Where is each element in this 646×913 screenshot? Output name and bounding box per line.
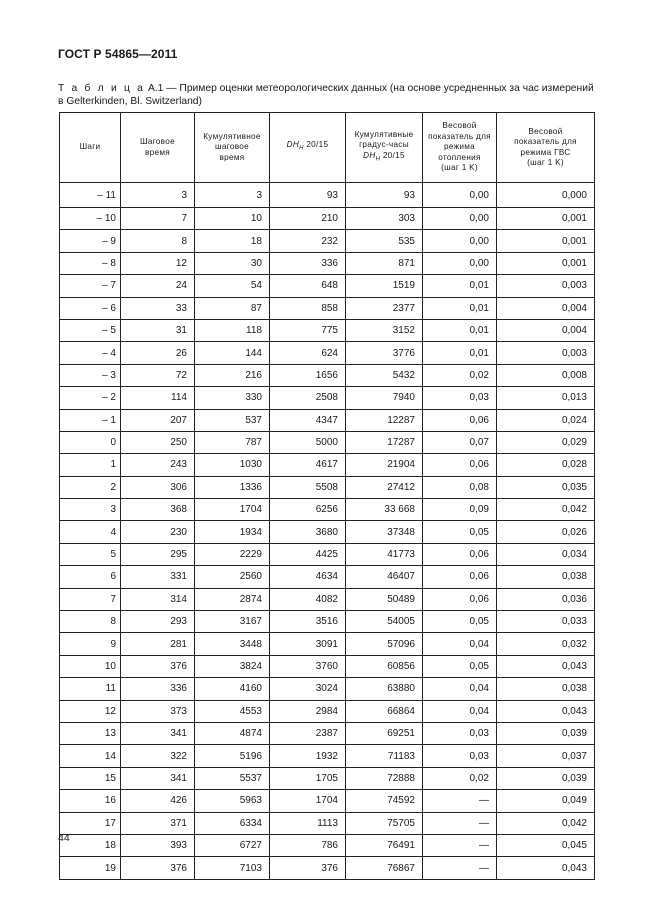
cell-cumulative-step-time: 30 xyxy=(195,252,270,274)
cell-step-time: 3 xyxy=(121,183,195,208)
cell-cumulative-degree-hours: 17287 xyxy=(346,431,423,453)
cell-cumulative-step-time: 87 xyxy=(195,297,270,319)
cell-heating-weight: 0,04 xyxy=(423,700,497,722)
cell-dh: 786 xyxy=(270,834,346,856)
cell-steps: 4 xyxy=(60,521,121,543)
cell-dh: 3516 xyxy=(270,611,346,633)
cell-cumulative-step-time: 1030 xyxy=(195,454,270,476)
cell-dh: 648 xyxy=(270,275,346,297)
table-row xyxy=(60,319,595,341)
cell-step-time: 314 xyxy=(121,588,195,610)
table-body xyxy=(60,183,595,880)
cell-heating-weight: 0,06 xyxy=(423,409,497,431)
cell-dhw-weight: 0,033 xyxy=(497,611,595,633)
cell-steps: 6 xyxy=(60,566,121,588)
cell-step-time: 341 xyxy=(121,767,195,789)
cell-dh: 4634 xyxy=(270,566,346,588)
cell-step-time: 26 xyxy=(121,342,195,364)
cell-cumulative-degree-hours: 72888 xyxy=(346,767,423,789)
cell-step-time: 114 xyxy=(121,387,195,409)
cell-dh: 4425 xyxy=(270,543,346,565)
cell-dhw-weight: 0,032 xyxy=(497,633,595,655)
cell-dh: 4082 xyxy=(270,588,346,610)
cell-steps: 11 xyxy=(60,678,121,700)
cell-heating-weight: 0,09 xyxy=(423,499,497,521)
cell-dh: 6256 xyxy=(270,499,346,521)
table-row xyxy=(60,767,595,789)
cell-dh: 4347 xyxy=(270,409,346,431)
cell-cumulative-step-time: 330 xyxy=(195,387,270,409)
cell-heating-weight: 0,07 xyxy=(423,431,497,453)
header-steps: Шаги xyxy=(60,113,121,183)
cell-dhw-weight: 0,037 xyxy=(497,745,595,767)
cell-dhw-weight: 0,028 xyxy=(497,454,595,476)
cell-dhw-weight: 0,004 xyxy=(497,297,595,319)
cell-steps: – 7 xyxy=(60,275,121,297)
cell-cumulative-step-time: 4160 xyxy=(195,678,270,700)
cell-dh: 858 xyxy=(270,297,346,319)
header-dhw-weight: Весовой показатель для режима ГВС (шаг 1 K) xyxy=(497,113,595,183)
cell-heating-weight: 0,02 xyxy=(423,767,497,789)
cell-cumulative-step-time: 1704 xyxy=(195,499,270,521)
page-number: 44 xyxy=(58,832,70,844)
cell-dhw-weight: 0,004 xyxy=(497,319,595,341)
cell-cumulative-step-time: 5196 xyxy=(195,745,270,767)
cell-dhw-weight: 0,026 xyxy=(497,521,595,543)
cell-cumulative-degree-hours: 60856 xyxy=(346,655,423,677)
table-row xyxy=(60,342,595,364)
cell-cumulative-step-time: 3167 xyxy=(195,611,270,633)
cell-steps: – 2 xyxy=(60,387,121,409)
cell-dhw-weight: 0,042 xyxy=(497,499,595,521)
cell-heating-weight: — xyxy=(423,812,497,834)
cell-heating-weight: 0,01 xyxy=(423,319,497,341)
cell-dhw-weight: 0,003 xyxy=(497,342,595,364)
cell-heating-weight: 0,06 xyxy=(423,588,497,610)
cell-cumulative-degree-hours: 871 xyxy=(346,252,423,274)
cell-cumulative-step-time: 4874 xyxy=(195,722,270,744)
cell-heating-weight: — xyxy=(423,790,497,812)
cell-step-time: 12 xyxy=(121,252,195,274)
cell-heating-weight: 0,04 xyxy=(423,633,497,655)
cell-dh: 1704 xyxy=(270,790,346,812)
table-row xyxy=(60,655,595,677)
cell-steps: – 5 xyxy=(60,319,121,341)
cell-heating-weight: — xyxy=(423,834,497,856)
cell-step-time: 336 xyxy=(121,678,195,700)
cell-cumulative-degree-hours: 76867 xyxy=(346,857,423,879)
cell-step-time: 376 xyxy=(121,857,195,879)
cell-cumulative-degree-hours: 93 xyxy=(346,183,423,208)
cell-heating-weight: 0,06 xyxy=(423,543,497,565)
cell-steps: 9 xyxy=(60,633,121,655)
cell-cumulative-step-time: 7103 xyxy=(195,857,270,879)
cell-step-time: 306 xyxy=(121,476,195,498)
table-row xyxy=(60,275,595,297)
cell-dhw-weight: 0,001 xyxy=(497,252,595,274)
table-row xyxy=(60,431,595,453)
cell-step-time: 33 xyxy=(121,297,195,319)
cell-cumulative-step-time: 18 xyxy=(195,230,270,252)
cell-dh: 1932 xyxy=(270,745,346,767)
document-header: ГОСТ Р 54865—2011 xyxy=(58,47,178,61)
cell-step-time: 281 xyxy=(121,633,195,655)
table-row xyxy=(60,454,595,476)
cell-dh: 1656 xyxy=(270,364,346,386)
cell-dh: 3760 xyxy=(270,655,346,677)
table-row xyxy=(60,521,595,543)
table-row xyxy=(60,252,595,274)
cell-steps: – 4 xyxy=(60,342,121,364)
table-header-row xyxy=(60,113,595,183)
cell-dh: 4617 xyxy=(270,454,346,476)
cell-cumulative-step-time: 2229 xyxy=(195,543,270,565)
cell-dhw-weight: 0,045 xyxy=(497,834,595,856)
cell-steps: 14 xyxy=(60,745,121,767)
table-row xyxy=(60,722,595,744)
cell-dhw-weight: 0,008 xyxy=(497,364,595,386)
cell-heating-weight: 0,01 xyxy=(423,275,497,297)
header-dh: $DH_H$ 20/15 xyxy=(270,113,346,183)
cell-dh: 5508 xyxy=(270,476,346,498)
cell-step-time: 7 xyxy=(121,208,195,230)
cell-cumulative-degree-hours: 3152 xyxy=(346,319,423,341)
cell-cumulative-degree-hours: 46407 xyxy=(346,566,423,588)
cell-cumulative-degree-hours: 303 xyxy=(346,208,423,230)
cell-steps: 3 xyxy=(60,499,121,521)
cell-cumulative-degree-hours: 74592 xyxy=(346,790,423,812)
cell-step-time: 393 xyxy=(121,834,195,856)
cell-dhw-weight: 0,042 xyxy=(497,812,595,834)
header-step-time: Шаговое время xyxy=(121,113,195,183)
cell-cumulative-degree-hours: 54005 xyxy=(346,611,423,633)
cell-heating-weight: 0,03 xyxy=(423,387,497,409)
cell-heating-weight: 0,00 xyxy=(423,208,497,230)
cell-cumulative-step-time: 787 xyxy=(195,431,270,453)
cell-cumulative-degree-hours: 3776 xyxy=(346,342,423,364)
cell-cumulative-step-time: 5537 xyxy=(195,767,270,789)
cell-step-time: 322 xyxy=(121,745,195,767)
cell-step-time: 293 xyxy=(121,611,195,633)
cell-step-time: 243 xyxy=(121,454,195,476)
cell-cumulative-step-time: 1934 xyxy=(195,521,270,543)
cell-steps: 0 xyxy=(60,431,121,453)
cell-cumulative-step-time: 118 xyxy=(195,319,270,341)
cell-steps: 2 xyxy=(60,476,121,498)
cell-steps: – 10 xyxy=(60,208,121,230)
cell-dhw-weight: 0,039 xyxy=(497,767,595,789)
cell-cumulative-degree-hours: 33 668 xyxy=(346,499,423,521)
cell-cumulative-degree-hours: 21904 xyxy=(346,454,423,476)
cell-steps: 16 xyxy=(60,790,121,812)
table-row xyxy=(60,611,595,633)
table-caption-label: Т а б л и ц а xyxy=(58,83,146,94)
cell-cumulative-step-time: 6334 xyxy=(195,812,270,834)
cell-step-time: 8 xyxy=(121,230,195,252)
table-row xyxy=(60,476,595,498)
cell-step-time: 230 xyxy=(121,521,195,543)
cell-steps: – 6 xyxy=(60,297,121,319)
cell-steps: 8 xyxy=(60,611,121,633)
cell-dhw-weight: 0,024 xyxy=(497,409,595,431)
cell-step-time: 371 xyxy=(121,812,195,834)
cell-cumulative-degree-hours: 1519 xyxy=(346,275,423,297)
cell-dh: 2984 xyxy=(270,700,346,722)
cell-cumulative-degree-hours: 41773 xyxy=(346,543,423,565)
cell-dh: 775 xyxy=(270,319,346,341)
cell-step-time: 368 xyxy=(121,499,195,521)
cell-dhw-weight: 0,003 xyxy=(497,275,595,297)
cell-heating-weight: 0,00 xyxy=(423,252,497,274)
table-row xyxy=(60,700,595,722)
cell-dh: 1705 xyxy=(270,767,346,789)
cell-dhw-weight: 0,029 xyxy=(497,431,595,453)
cell-cumulative-degree-hours: 5432 xyxy=(346,364,423,386)
cell-step-time: 24 xyxy=(121,275,195,297)
cell-dh: 3091 xyxy=(270,633,346,655)
cell-cumulative-step-time: 4553 xyxy=(195,700,270,722)
table-row xyxy=(60,183,595,208)
table-row xyxy=(60,633,595,655)
cell-heating-weight: 0,03 xyxy=(423,745,497,767)
cell-cumulative-step-time: 1336 xyxy=(195,476,270,498)
table-row xyxy=(60,588,595,610)
cell-dh: 336 xyxy=(270,252,346,274)
cell-cumulative-step-time: 6727 xyxy=(195,834,270,856)
cell-step-time: 72 xyxy=(121,364,195,386)
cell-step-time: 373 xyxy=(121,700,195,722)
cell-dh: 2508 xyxy=(270,387,346,409)
cell-dhw-weight: 0,001 xyxy=(497,208,595,230)
cell-heating-weight: 0,01 xyxy=(423,342,497,364)
cell-dhw-weight: 0,043 xyxy=(497,857,595,879)
cell-cumulative-step-time: 2874 xyxy=(195,588,270,610)
table-row xyxy=(60,790,595,812)
cell-dhw-weight: 0,034 xyxy=(497,543,595,565)
cell-cumulative-degree-hours: 69251 xyxy=(346,722,423,744)
cell-dhw-weight: 0,043 xyxy=(497,655,595,677)
table-row xyxy=(60,566,595,588)
cell-dh: 210 xyxy=(270,208,346,230)
cell-heating-weight: 0,08 xyxy=(423,476,497,498)
table-row xyxy=(60,678,595,700)
cell-steps: 12 xyxy=(60,700,121,722)
table-row xyxy=(60,857,595,879)
cell-dh: 5000 xyxy=(270,431,346,453)
cell-cumulative-step-time: 537 xyxy=(195,409,270,431)
cell-dhw-weight: 0,038 xyxy=(497,566,595,588)
cell-dh: 376 xyxy=(270,857,346,879)
cell-step-time: 341 xyxy=(121,722,195,744)
cell-step-time: 426 xyxy=(121,790,195,812)
cell-cumulative-degree-hours: 66864 xyxy=(346,700,423,722)
cell-heating-weight: 0,05 xyxy=(423,655,497,677)
cell-cumulative-step-time: 3824 xyxy=(195,655,270,677)
cell-step-time: 376 xyxy=(121,655,195,677)
cell-heating-weight: — xyxy=(423,857,497,879)
cell-step-time: 250 xyxy=(121,431,195,453)
cell-heating-weight: 0,00 xyxy=(423,183,497,208)
cell-cumulative-step-time: 5963 xyxy=(195,790,270,812)
cell-heating-weight: 0,04 xyxy=(423,678,497,700)
cell-cumulative-step-time: 3448 xyxy=(195,633,270,655)
table-row xyxy=(60,387,595,409)
cell-steps: 10 xyxy=(60,655,121,677)
cell-cumulative-step-time: 216 xyxy=(195,364,270,386)
cell-dh: 93 xyxy=(270,183,346,208)
cell-heating-weight: 0,06 xyxy=(423,566,497,588)
cell-cumulative-step-time: 3 xyxy=(195,183,270,208)
cell-dhw-weight: 0,043 xyxy=(497,700,595,722)
cell-cumulative-degree-hours: 37348 xyxy=(346,521,423,543)
cell-dh: 2387 xyxy=(270,722,346,744)
cell-steps: 17 xyxy=(60,812,121,834)
cell-dh: 1113 xyxy=(270,812,346,834)
table-row xyxy=(60,364,595,386)
table-row xyxy=(60,230,595,252)
cell-step-time: 31 xyxy=(121,319,195,341)
cell-heating-weight: 0,05 xyxy=(423,521,497,543)
cell-cumulative-degree-hours: 2377 xyxy=(346,297,423,319)
cell-cumulative-degree-hours: 71183 xyxy=(346,745,423,767)
table-row xyxy=(60,543,595,565)
cell-steps: 19 xyxy=(60,857,121,879)
cell-dh: 3680 xyxy=(270,521,346,543)
table-row xyxy=(60,834,595,856)
header-cumulative-step-time: Кумулятивное шаговое время xyxy=(195,113,270,183)
cell-step-time: 295 xyxy=(121,543,195,565)
cell-cumulative-step-time: 144 xyxy=(195,342,270,364)
cell-cumulative-degree-hours: 76491 xyxy=(346,834,423,856)
cell-dhw-weight: 0,049 xyxy=(497,790,595,812)
header-cumulative-degree-hours: Кумулятивные градус-часы $DH_H$ 20/15 xyxy=(346,113,423,183)
table-row xyxy=(60,499,595,521)
table-row xyxy=(60,812,595,834)
cell-cumulative-degree-hours: 50489 xyxy=(346,588,423,610)
cell-heating-weight: 0,06 xyxy=(423,454,497,476)
cell-dhw-weight: 0,036 xyxy=(497,588,595,610)
cell-steps: – 8 xyxy=(60,252,121,274)
cell-steps: 7 xyxy=(60,588,121,610)
cell-steps: 18 xyxy=(60,834,121,856)
cell-cumulative-step-time: 54 xyxy=(195,275,270,297)
cell-dh: 624 xyxy=(270,342,346,364)
cell-cumulative-degree-hours: 7940 xyxy=(346,387,423,409)
cell-dhw-weight: 0,000 xyxy=(497,183,595,208)
table-row xyxy=(60,745,595,767)
cell-dhw-weight: 0,001 xyxy=(497,230,595,252)
cell-heating-weight: 0,02 xyxy=(423,364,497,386)
cell-steps: 15 xyxy=(60,767,121,789)
cell-cumulative-degree-hours: 27412 xyxy=(346,476,423,498)
cell-dhw-weight: 0,039 xyxy=(497,722,595,744)
cell-cumulative-degree-hours: 57096 xyxy=(346,633,423,655)
cell-steps: – 3 xyxy=(60,364,121,386)
cell-dh: 3024 xyxy=(270,678,346,700)
cell-step-time: 331 xyxy=(121,566,195,588)
meteorological-data-table xyxy=(59,112,595,880)
table-row xyxy=(60,409,595,431)
cell-steps: 13 xyxy=(60,722,121,744)
cell-cumulative-step-time: 2560 xyxy=(195,566,270,588)
cell-cumulative-degree-hours: 63880 xyxy=(346,678,423,700)
cell-heating-weight: 0,03 xyxy=(423,722,497,744)
cell-cumulative-degree-hours: 75705 xyxy=(346,812,423,834)
cell-steps: – 1 xyxy=(60,409,121,431)
cell-cumulative-step-time: 10 xyxy=(195,208,270,230)
cell-heating-weight: 0,05 xyxy=(423,611,497,633)
cell-dhw-weight: 0,038 xyxy=(497,678,595,700)
table-row xyxy=(60,208,595,230)
cell-heating-weight: 0,00 xyxy=(423,230,497,252)
cell-steps: – 11 xyxy=(60,183,121,208)
cell-steps: 1 xyxy=(60,454,121,476)
cell-heating-weight: 0,01 xyxy=(423,297,497,319)
cell-cumulative-degree-hours: 535 xyxy=(346,230,423,252)
table-caption xyxy=(58,82,594,108)
cell-cumulative-degree-hours: 12287 xyxy=(346,409,423,431)
cell-dhw-weight: 0,035 xyxy=(497,476,595,498)
cell-steps: 5 xyxy=(60,543,121,565)
table-row xyxy=(60,297,595,319)
table-caption-text: А.1 — Пример оценки метеорологических данных (на основе усредненных за час измерений в Gelterkinden, Bl. Switzerland) xyxy=(58,83,594,107)
cell-dhw-weight: 0,013 xyxy=(497,387,595,409)
cell-steps: – 9 xyxy=(60,230,121,252)
cell-dh: 232 xyxy=(270,230,346,252)
header-heating-weight: Весовой показатель для режима отопления (шаг 1 K) xyxy=(423,113,497,183)
cell-step-time: 207 xyxy=(121,409,195,431)
